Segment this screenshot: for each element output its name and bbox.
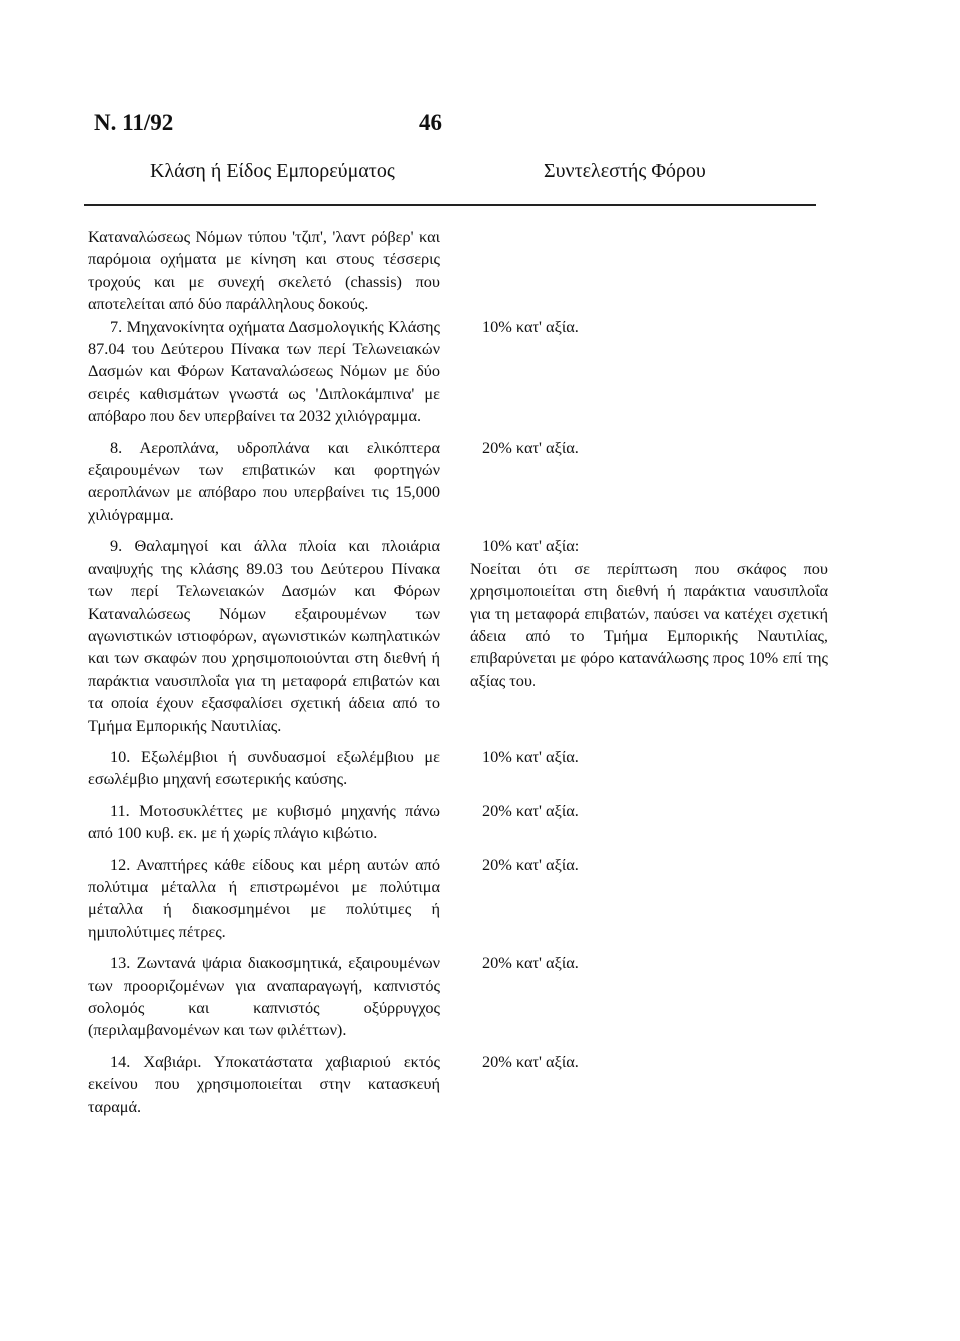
item-description: 10. Εξωλέμβιοι ή συνδυασμοί εξωλέμβιου με εσωλέμβιο μηχανή εσωτερικής καύσης. — [88, 746, 440, 789]
item-rate: 20% κατ' αξία. — [482, 1051, 579, 1071]
item-rate-cell — [470, 952, 828, 1042]
item-rate-cell — [470, 746, 828, 791]
right-column-title: Συντελεστής Φόρου — [544, 160, 706, 182]
item-description: 11. Μοτοσυκλέττες με κυβισμό μηχανής πάνω από 100 κυβ. εκ. με ή χωρίς πλάγιο κιβώτιο. — [88, 800, 440, 843]
item-rate-cell — [470, 316, 828, 428]
item-rate-cell — [470, 800, 828, 845]
header-divider — [84, 204, 816, 206]
law-number: Ν. 11/92 — [94, 110, 174, 135]
table-row — [88, 800, 828, 845]
item-rate: 10% κατ' αξία. — [482, 746, 579, 766]
item-rate: 20% κατ' αξία. — [482, 437, 579, 457]
page-number: 46 — [419, 110, 442, 135]
tariff-table — [88, 226, 828, 1127]
item-rate: 10% κατ' αξία: — [482, 536, 580, 556]
item-description: 8. Αεροπλάνα, υδροπλάνα και ελικόπτερα εξαιρουμένων των επιβατικών και φορτηγών αεροπλάνων με απόβαρο που υπερβαίνει τις 15,000 χιλιόγραμμα. — [88, 437, 440, 524]
item-rate: 20% κατ' αξία. — [482, 953, 579, 973]
item-rate-cell — [470, 437, 828, 527]
page-header — [0, 110, 960, 140]
table-row — [88, 535, 828, 737]
item-rate: 20% κατ' αξία. — [482, 854, 579, 874]
item-description: 9. Θαλαμηγοί και άλλα πλοία και πλοιάρια αναψυχής της κλάσης 89.03 του Δεύτερου Πίνακα των περί Τελωνειακών Δασμών και Φόρων Καταναλώσεως Νόμων εξαιρουμένων των αγωνιστικών ιστιοφόρων, αγωνιστικών κωπηλατικών και των σκαφών που χρησιμοποιούνται στη διεθνή ή παράκτια ναυσιπλοΐα για τη μεταφορά επιβατών και τα οποία έχουν εξασφαλίσει σχετική άδεια από το Τμήμα Εμπορικής Ναυτιλίας. — [88, 536, 440, 735]
item-description: Καταναλώσεως Νόμων τύπου 'τζιπ', 'λαντ ρόβερ' και παρόμοια οχήματα με κίνηση και στους τέσσερις τροχούς και με συνεχή σκελετό (chassis) που αποτελείται από δύο παράλληλους δοκούς. — [88, 227, 440, 314]
item-rate: 20% κατ' αξία. — [482, 800, 579, 820]
table-row — [88, 437, 828, 527]
item-description: 14. Χαβιάρι. Υποκατάστατα χαβιαριού εκτός εκείνου που χρησιμοποιείται στην κατασκευή ταραμά. — [88, 1051, 440, 1116]
table-row — [88, 854, 828, 944]
item-description: 12. Αναπτήρες κάθε είδους και μέρη αυτών από πολύτιμα μέταλλα ή επιστρωμένοι με πολύτιμα μέταλλα ή διακοσμημένοι με πολύτιμες ή ημιπολύτιμες πέτρες. — [88, 854, 440, 941]
table-row — [88, 746, 828, 791]
item-description: 13. Ζωντανά ψάρια διακοσμητικά, εξαιρουμένων των προοριζομένων για αναπαραγωγή, καπνιστός σολομός και καπνιστός οξύρρυγχος (περιλαμβανομένων και των φιλέττων). — [88, 953, 440, 1040]
table-row — [88, 226, 828, 316]
table-row — [88, 1051, 828, 1118]
left-column-title: Κλάση ή Είδος Εμπορεύματος — [150, 160, 395, 182]
item-rate: 10% κατ' αξία. — [482, 316, 579, 336]
table-row — [88, 316, 828, 428]
item-rate-cell — [470, 535, 828, 737]
table-row — [88, 952, 828, 1042]
item-rate-cell — [470, 1051, 828, 1118]
item-note: Νοείται ότι σε περίπτωση που σκάφος που χρησιμοποιείται στη διεθνή ή παράκτια ναυσιπλοΐα για τη μεταφορά επιβατών, παύσει να κατέχει σχετική άδεια από το Τμήμα Εμπορικής Ναυτιλίας, επιβαρύνεται με φόρο κατανάλωσης προς 10% επί της αξίας του. — [470, 558, 828, 690]
item-rate-cell — [470, 226, 828, 316]
item-description: 7. Μηχανοκίνητα οχήματα Δασμολογικής Κλάσης 87.04 του Δεύτερου Πίνακα των περί Τελωνειακών Δασμών και Φόρων Καταναλώσεως Νόμων με δύο σειρές καθισμάτων γνωστά ως 'Διπλοκάμπινα' με απόβαρο που δεν υπερβαίνει τα 2032 χιλιόγραμμα. — [88, 316, 440, 426]
item-rate-cell — [470, 854, 828, 944]
